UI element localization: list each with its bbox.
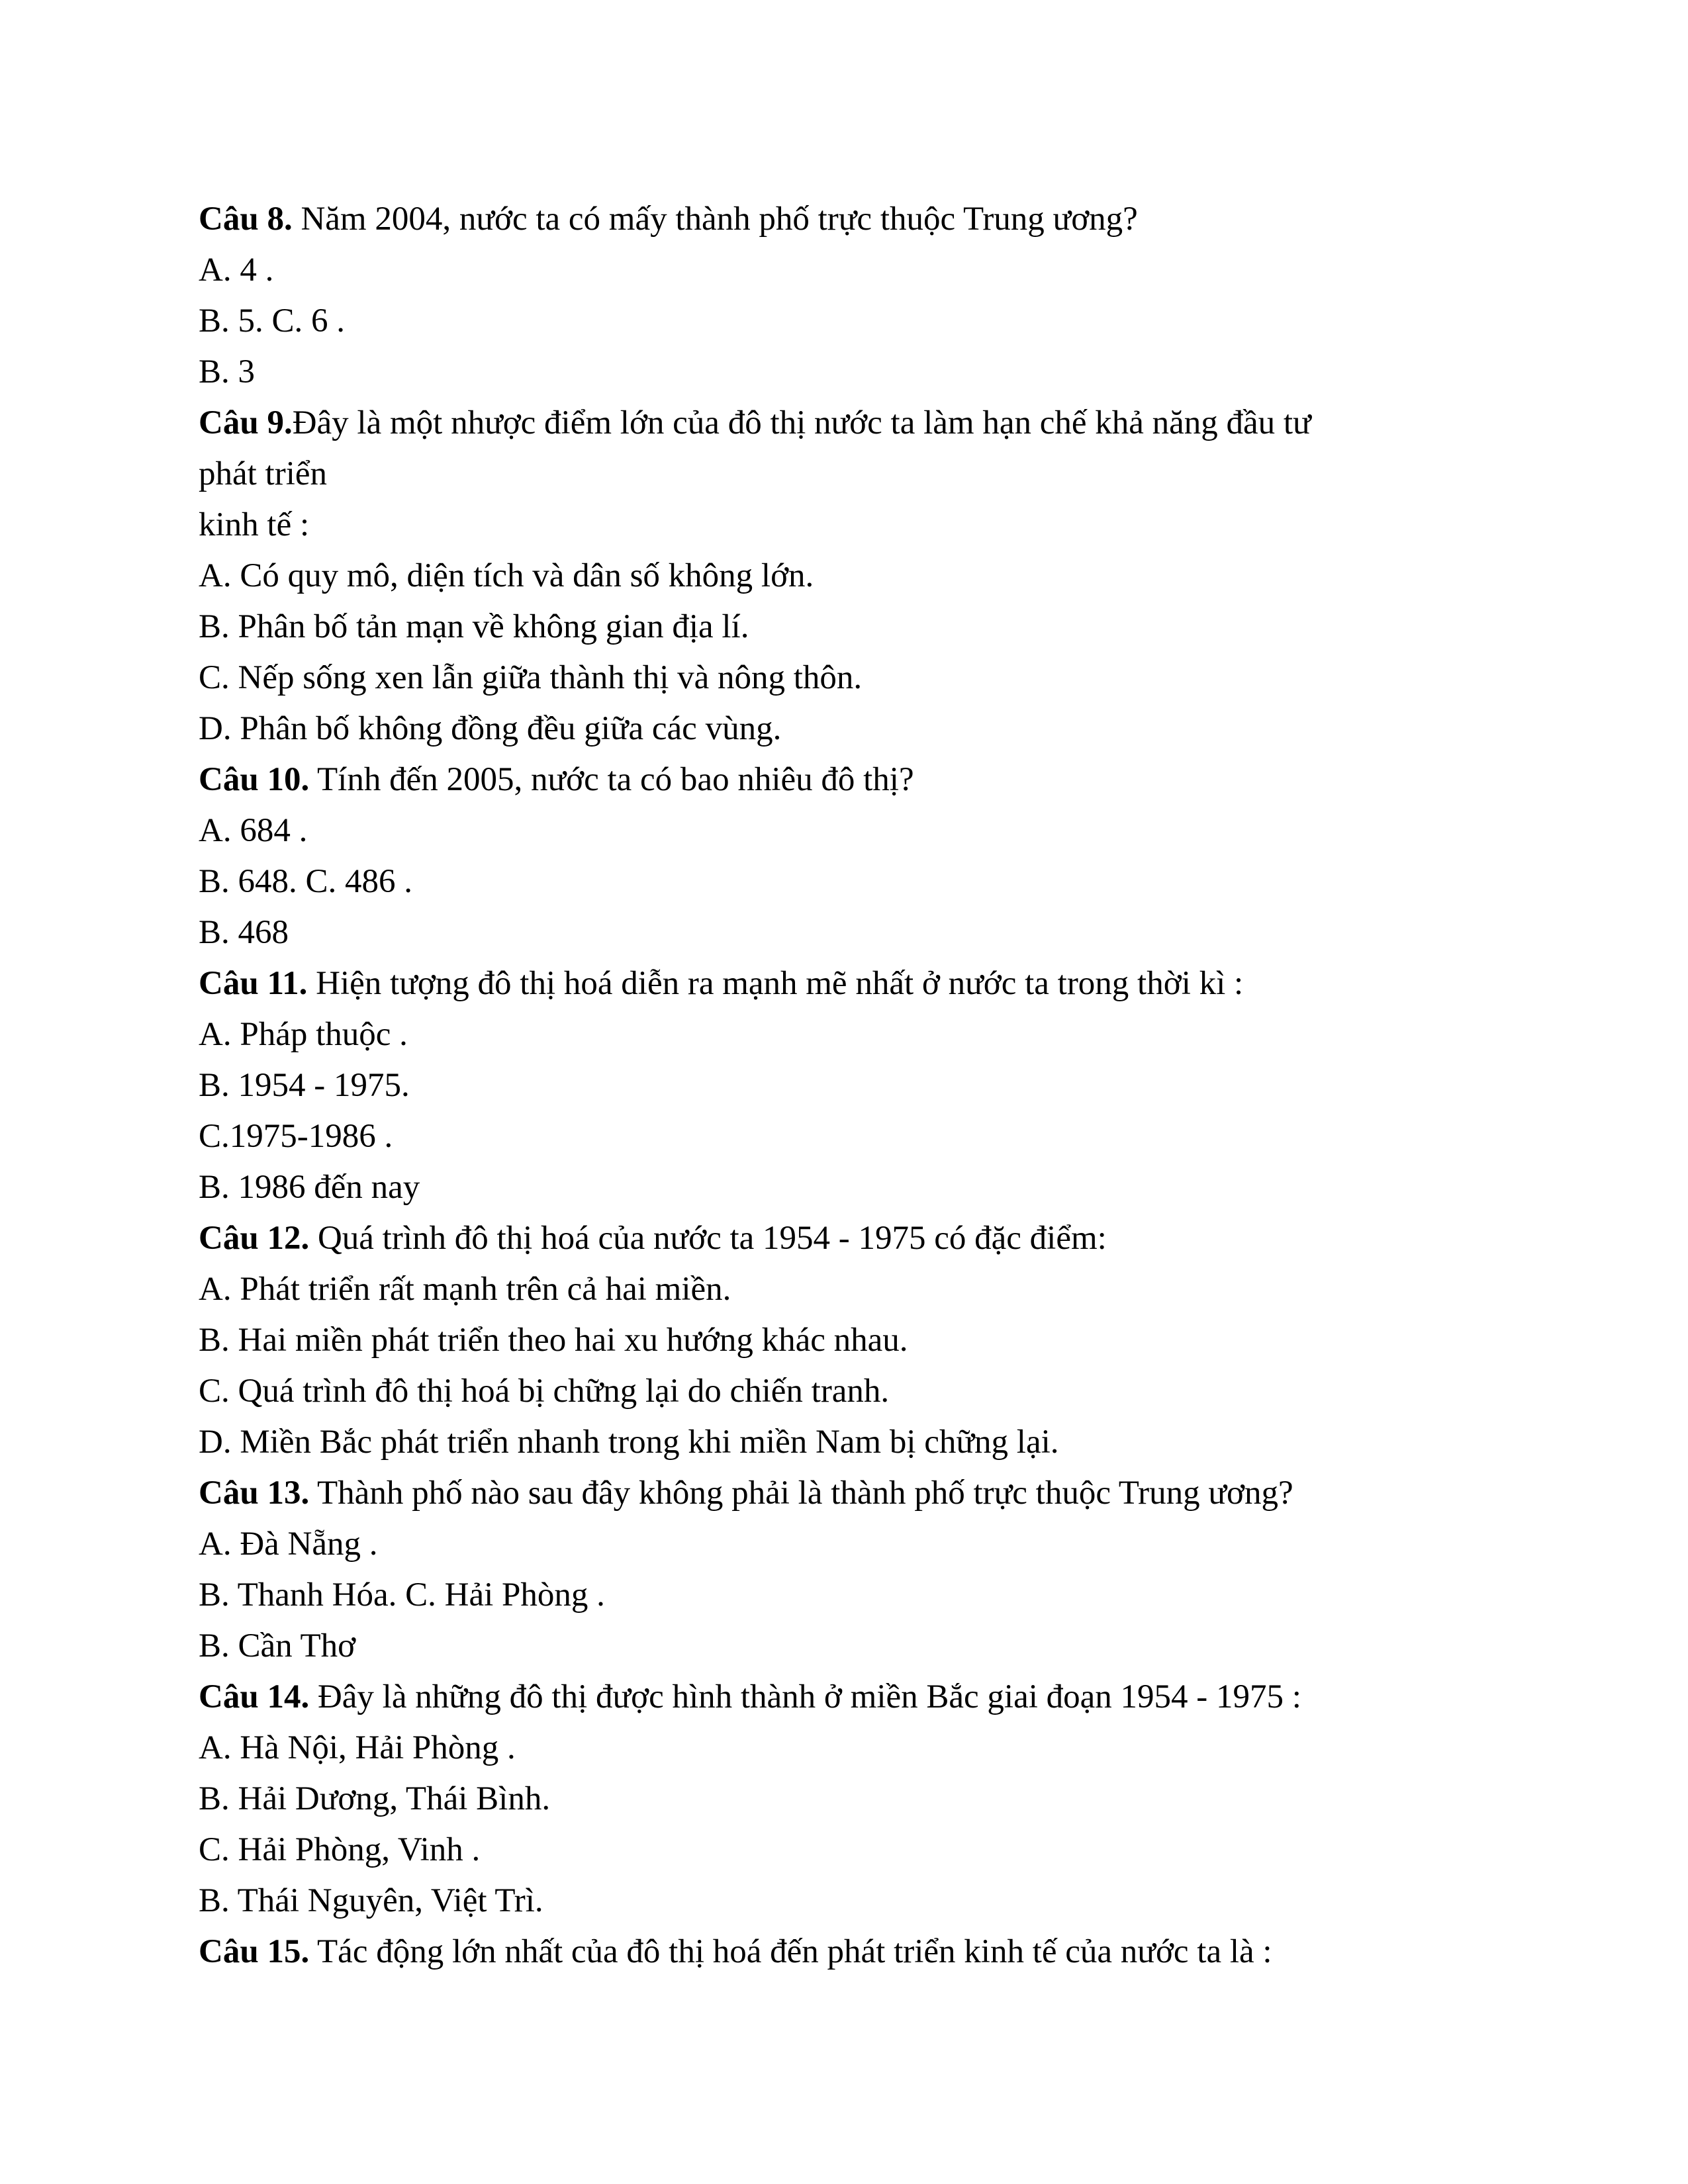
question-text: Năm 2004, nước ta có mấy thành phố trực thuộc Trung ương? xyxy=(292,201,1138,238)
answer-line: B. Phân bố tản mạn về không gian địa lí. xyxy=(199,608,749,645)
question-label: Câu 8. xyxy=(199,201,293,238)
question-label: Câu 13. xyxy=(199,1475,310,1512)
answer-line: A. Pháp thuộc . xyxy=(199,1016,408,1053)
question-9-line xyxy=(199,398,1509,449)
question-text: Quá trình đô thị hoá của nước ta 1954 - 1975 có đặc điểm: xyxy=(309,1220,1107,1257)
answer-line: C. Hải Phòng, Vinh . xyxy=(199,1831,481,1868)
question-text: Tác động lớn nhất của đô thị hoá đến phát triển kinh tế của nước ta là : xyxy=(309,1933,1272,1970)
question-label: Câu 9. xyxy=(199,404,293,441)
question-label: Câu 10. xyxy=(199,761,310,798)
answer-line: A. Hà Nội, Hải Phòng . xyxy=(199,1729,516,1766)
answer-line: B. 648. C. 486 . xyxy=(199,863,413,900)
question-continuation-line: phát triển xyxy=(199,455,328,492)
answer-line: A. 4 . xyxy=(199,251,274,289)
question-label: Câu 14. xyxy=(199,1678,310,1715)
answer-line: B. 3 xyxy=(199,353,256,390)
question-13-line xyxy=(199,1468,1509,1519)
question-11-line xyxy=(199,958,1509,1009)
question-15-line xyxy=(199,1927,1509,1978)
answer-line: A. Đà Nẵng . xyxy=(199,1525,378,1563)
question-text: Tính đến 2005, nước ta có bao nhiêu đô thị? xyxy=(309,761,914,798)
answer-line: A. Phát triển rất mạnh trên cả hai miền. xyxy=(199,1271,731,1308)
answer-line: B. Thái Nguyên, Việt Trì. xyxy=(199,1882,543,1919)
answer-line: B. 5. C. 6 . xyxy=(199,302,346,340)
question-text: Thành phố nào sau đây không phải là thành phố trực thuộc Trung ương? xyxy=(309,1475,1293,1512)
answer-line: A. Có quy mô, diện tích và dân số không lớn. xyxy=(199,557,814,594)
question-8-line xyxy=(199,194,1509,245)
answer-line: C.1975-1986 . xyxy=(199,1118,393,1155)
answer-line: B. Hai miền phát triển theo hai xu hướng khác nhau. xyxy=(199,1322,908,1359)
question-label: Câu 11. xyxy=(199,965,308,1002)
answer-line: D. Phân bố không đồng đều giữa các vùng. xyxy=(199,710,782,747)
answer-line: C. Nếp sống xen lẫn giữa thành thị và nông thôn. xyxy=(199,659,863,696)
question-10-line xyxy=(199,754,1509,805)
question-text: Đây là những đô thị được hình thành ở miền Bắc giai đoạn 1954 - 1975 : xyxy=(309,1678,1301,1715)
question-text: Đây là một nhược điểm lớn của đô thị nước ta làm hạn chế khả năng đầu tư xyxy=(292,404,1311,441)
question-label: Câu 12. xyxy=(199,1220,310,1257)
question-text: Hiện tượng đô thị hoá diễn ra mạnh mẽ nhất ở nước ta trong thời kì : xyxy=(307,965,1244,1002)
question-continuation-line: kinh tế : xyxy=(199,506,310,543)
answer-line: B. Hải Dương, Thái Bình. xyxy=(199,1780,551,1817)
answer-line: B. 1954 - 1975. xyxy=(199,1067,410,1104)
answer-line: D. Miền Bắc phát triển nhanh trong khi miền Nam bị chững lại. xyxy=(199,1424,1059,1461)
document-body xyxy=(199,194,1509,1978)
answer-line: B. 468 xyxy=(199,914,289,951)
answer-line: A. 684 . xyxy=(199,812,308,849)
question-12-line xyxy=(199,1213,1509,1264)
answer-line: C. Quá trình đô thị hoá bị chững lại do chiến tranh. xyxy=(199,1373,890,1410)
question-14-line xyxy=(199,1672,1509,1723)
answer-line: B. Thanh Hóa. C. Hải Phòng . xyxy=(199,1576,605,1614)
answer-line: B. Cần Thơ xyxy=(199,1627,356,1664)
question-label: Câu 15. xyxy=(199,1933,310,1970)
answer-line: B. 1986 đến nay xyxy=(199,1169,420,1206)
